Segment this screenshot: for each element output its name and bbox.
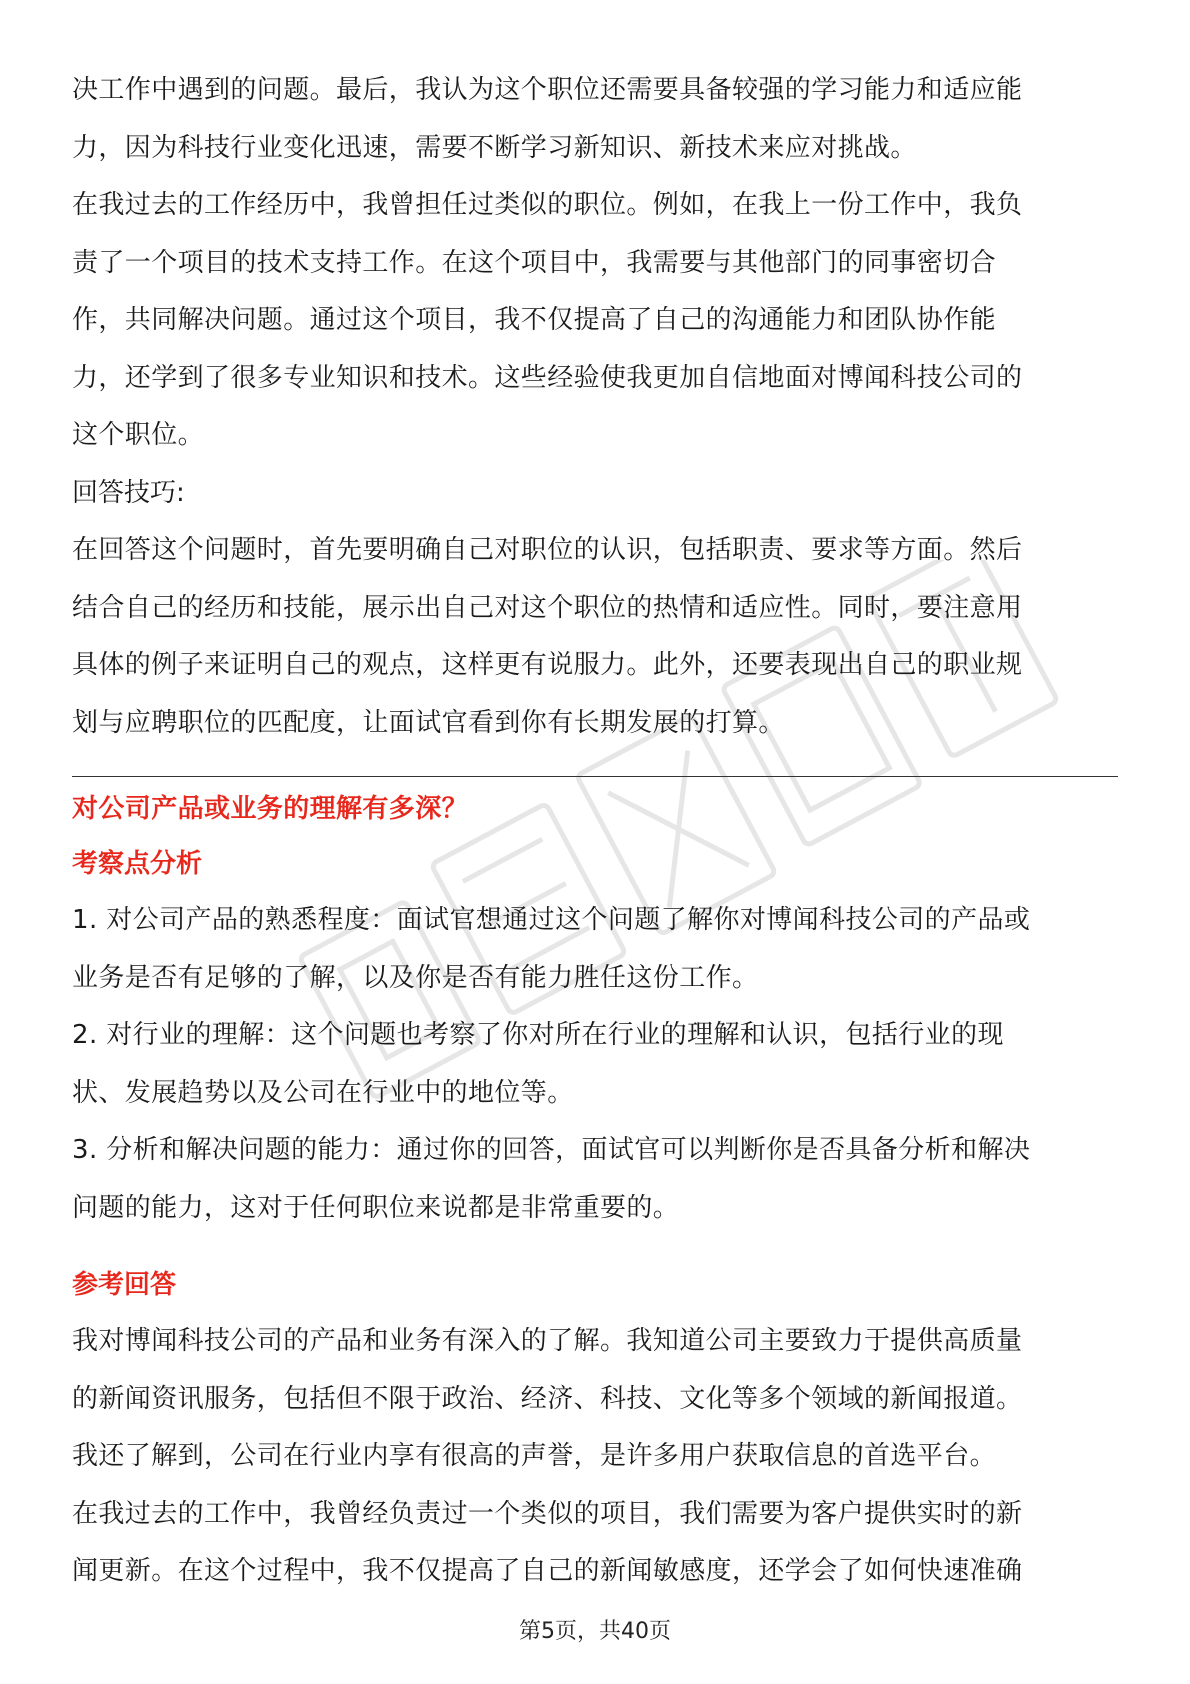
- text-line: 我还了解到，公司在行业内享有很高的声誉，是许多用户获取信息的首选平台。: [72, 1441, 997, 1471]
- question-title: 对公司产品或业务的理解有多深？: [72, 794, 469, 824]
- text-line: 结合自己的经历和技能，展示出自己对这个职位的热情和适应性。同时，要注意用: [72, 592, 1023, 623]
- analysis-heading: 考察点分析: [72, 849, 203, 879]
- text-line: 力，因为科技行业变化迅速，需要不断学习新知识、新技术来应对挑战。: [72, 132, 917, 163]
- text-line: 作，共同解决问题。通过这个项目，我不仅提高了自己的沟通能力和团队协作能: [72, 305, 997, 335]
- tips-label: 回答技巧:: [72, 477, 185, 508]
- text-line: 这个职位。: [72, 420, 205, 450]
- text-line: 我对博闻科技公司的产品和业务有深入的了解。我知道公司主要致力于提供高质量: [72, 1326, 1023, 1356]
- page-number: 第5页，共40页: [519, 1619, 671, 1644]
- text-line: 在我过去的工作经历中，我曾担任过类似的职位。例如，在我上一份工作中，我负: [72, 190, 1023, 220]
- text-line: 力，还学到了很多专业知识和技术。这些经验使我更加自信地面对博闻科技公司的: [72, 362, 1023, 393]
- paragraph-experience: [72, 177, 1118, 465]
- text-line: 决工作中遇到的问题。最后，我认为这个职位还需要具备较强的学习能力和适应能: [72, 75, 1023, 105]
- answer-heading: 参考回答: [72, 1270, 177, 1300]
- list-item: 问题的能力，这对于任何职位来说都是非常重要的。: [72, 1192, 680, 1223]
- list-item: 状、发展趋势以及公司在行业中的地位等。: [72, 1077, 574, 1108]
- answer-paragraph: [72, 1313, 1118, 1601]
- text-line: 责了一个项目的技术支持工作。在这个项目中，我需要与其他部门的同事密切合: [72, 247, 997, 278]
- paragraph-tips: [72, 522, 1118, 752]
- list-item: 2. 对行业的理解：这个问题也考察了你对所在行业的理解和认识，包括行业的现: [72, 1020, 1004, 1050]
- text-line: 闻更新。在这个过程中，我不仅提高了自己的新闻敏感度，还学会了如何快速准确: [72, 1556, 1023, 1586]
- text-line: 在我过去的工作中，我曾经负责过一个类似的项目，我们需要为客户提供实时的新: [72, 1498, 1023, 1529]
- list-item: 1. 对公司产品的熟悉程度：面试官想通过这个问题了解你对博闻科技公司的产品或: [72, 905, 1031, 935]
- answer-section: [72, 1257, 1118, 1601]
- section-divider: [72, 776, 1118, 777]
- analysis-list: [72, 892, 1118, 1237]
- list-item: 3. 分析和解决问题的能力：通过你的回答，面试官可以判断你是否具备分析和解决: [72, 1135, 1031, 1165]
- text-line: 具体的例子来证明自己的观点，这样更有说服力。此外，还要表现出自己的职业规: [72, 650, 1023, 680]
- text-line: 划与应聘职位的匹配度，让面试官看到你有长期发展的打算。: [72, 707, 785, 738]
- text-line: 在回答这个问题时，首先要明确自己对职位的认识，包括职责、要求等方面。然后: [72, 535, 1023, 565]
- list-item: 业务是否有足够的了解，以及你是否有能力胜任这份工作。: [72, 962, 759, 993]
- question-section: [72, 782, 1118, 1237]
- page-content: [72, 62, 1118, 752]
- paragraph-continuation: [72, 62, 1118, 177]
- text-line: 的新闻资讯服务，包括但不限于政治、经济、科技、文化等多个领域的新闻报道。: [72, 1383, 1023, 1414]
